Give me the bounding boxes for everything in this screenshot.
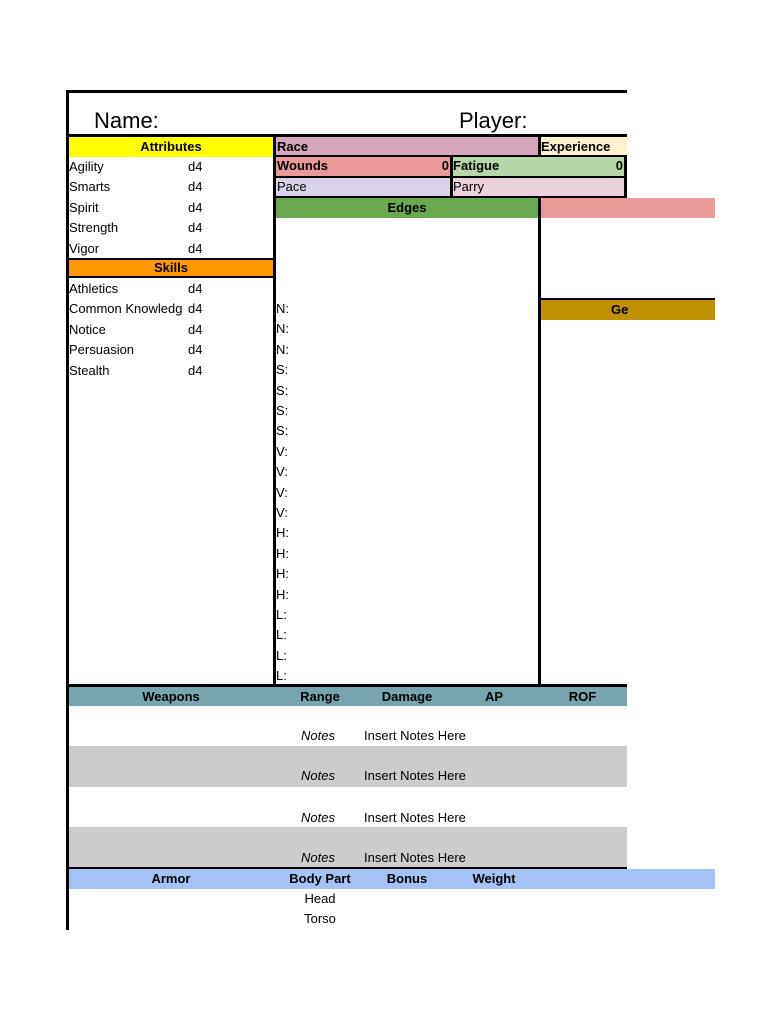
attribute-row	[69, 198, 273, 218]
edge-line[interactable]: H:	[276, 586, 289, 602]
weapon-row[interactable]	[69, 746, 627, 787]
edge-line[interactable]: N:	[276, 301, 289, 316]
attributes-title: Attributes	[140, 139, 202, 154]
edges-header	[276, 198, 538, 218]
attribute-row	[69, 239, 273, 259]
skill-label: Common Knowledg	[69, 301, 183, 317]
attribute-die[interactable]: d4	[188, 179, 203, 195]
weapon-notes-text[interactable]: Insert Notes Here	[364, 768, 466, 783]
fatigue-value[interactable]: 0	[615, 158, 623, 173]
edge-line[interactable]: H:	[276, 545, 289, 561]
race-label: Race	[277, 139, 309, 154]
skill-label: Stealth	[69, 362, 110, 378]
attributes-list	[69, 157, 273, 259]
attribute-label: Agility	[69, 159, 104, 174]
name-label: Name:	[94, 108, 159, 133]
edge-line[interactable]: S:	[276, 403, 289, 418]
middle-column-divider	[538, 198, 541, 686]
armor-col-body-part: Body Part	[289, 871, 351, 886]
weapons-col-damage: Damage	[381, 689, 433, 704]
wounds-cell[interactable]	[276, 157, 450, 177]
edge-line[interactable]: N:	[276, 321, 289, 337]
skills-title: Skills	[154, 260, 188, 275]
skill-row	[69, 279, 273, 299]
armor-col-weight: Weight	[472, 871, 516, 886]
skill-die[interactable]: d4	[188, 281, 203, 296]
experience-label: Experience	[541, 139, 611, 154]
edge-line[interactable]: S:	[276, 423, 289, 439]
skills-list	[69, 279, 273, 381]
skill-label: Athletics	[69, 281, 119, 296]
attribute-die[interactable]: d4	[188, 240, 203, 256]
armor-header	[69, 869, 715, 889]
hindrances-header	[541, 198, 715, 218]
weapon-notes-text[interactable]: Insert Notes Here	[364, 810, 466, 825]
fatigue-label: Fatigue	[453, 158, 500, 173]
weapon-notes-text[interactable]: Insert Notes Here	[364, 850, 466, 865]
pace-cell[interactable]	[276, 178, 450, 198]
skill-die[interactable]: d4	[188, 342, 203, 358]
weapon-notes-text[interactable]: Insert Notes Here	[364, 728, 466, 743]
edge-line[interactable]: H:	[276, 566, 289, 582]
armor-body-part: Torso	[304, 911, 336, 926]
edge-line[interactable]: L:	[276, 607, 287, 622]
skill-die[interactable]: d4	[188, 362, 203, 378]
edge-line[interactable]: L:	[276, 668, 287, 684]
weapon-row[interactable]	[69, 706, 627, 746]
attribute-label: Spirit	[69, 199, 99, 215]
experience-cell[interactable]	[538, 137, 627, 157]
weapon-notes-label: Notes	[301, 850, 335, 865]
edge-line[interactable]: V:	[276, 505, 288, 520]
skill-die[interactable]: d4	[188, 301, 203, 317]
edge-line[interactable]: V:	[276, 484, 288, 500]
armor-col-bonus: Bonus	[386, 871, 428, 886]
attribute-label: Smarts	[69, 179, 111, 195]
skill-row	[69, 299, 273, 319]
attribute-row	[69, 157, 273, 177]
edges-title: Edges	[387, 200, 427, 215]
skill-row	[69, 361, 273, 381]
edge-line[interactable]: S:	[276, 362, 289, 378]
edge-line[interactable]: S:	[276, 382, 289, 398]
skills-header	[69, 258, 273, 278]
attribute-row	[69, 218, 273, 238]
fatigue-cell[interactable]	[450, 157, 627, 177]
attribute-die[interactable]: d4	[188, 199, 203, 215]
edge-line[interactable]: V:	[276, 464, 288, 480]
weapons-col-ap: AP	[484, 689, 504, 704]
weapons-col-rof: ROF	[568, 689, 597, 704]
race-cell[interactable]	[276, 137, 538, 157]
weapons-col-range: Range	[300, 689, 340, 704]
skill-label: Persuasion	[69, 342, 135, 358]
parry-cell[interactable]	[450, 178, 627, 198]
gear-title: Ge	[611, 302, 629, 317]
armor-body-part: Head	[304, 891, 336, 906]
gear-header	[541, 298, 715, 320]
edge-line[interactable]: N:	[276, 341, 289, 357]
edge-line[interactable]: L:	[276, 627, 287, 643]
attribute-die[interactable]: d4	[188, 220, 203, 236]
attribute-row	[69, 177, 273, 197]
attribute-label: Vigor	[69, 240, 100, 256]
weapon-notes-label: Notes	[301, 768, 335, 783]
wounds-value[interactable]: 0	[441, 158, 449, 173]
edge-line[interactable]: H:	[276, 525, 289, 541]
edge-line[interactable]: L:	[276, 647, 287, 663]
edge-line[interactable]: V:	[276, 443, 288, 459]
attribute-die[interactable]: d4	[188, 159, 203, 174]
weapons-header	[69, 687, 627, 706]
skill-label: Notice	[69, 321, 106, 337]
weapon-notes-label: Notes	[301, 810, 335, 825]
player-label: Player:	[459, 108, 528, 133]
skill-row	[69, 320, 273, 340]
weapons-col-name: Weapons	[142, 689, 200, 704]
pace-label: Pace	[277, 179, 307, 194]
skill-row	[69, 340, 273, 360]
weapon-row[interactable]	[69, 827, 627, 868]
attributes-header	[69, 137, 273, 157]
weapon-row[interactable]	[69, 787, 627, 827]
weapon-notes-label: Notes	[301, 728, 335, 743]
attribute-label: Strength	[69, 220, 119, 236]
top-border	[66, 90, 627, 93]
parry-label: Parry	[453, 179, 485, 194]
armor-col-name: Armor	[151, 871, 191, 886]
wounds-label: Wounds	[277, 158, 329, 173]
skill-die[interactable]: d4	[188, 321, 203, 337]
